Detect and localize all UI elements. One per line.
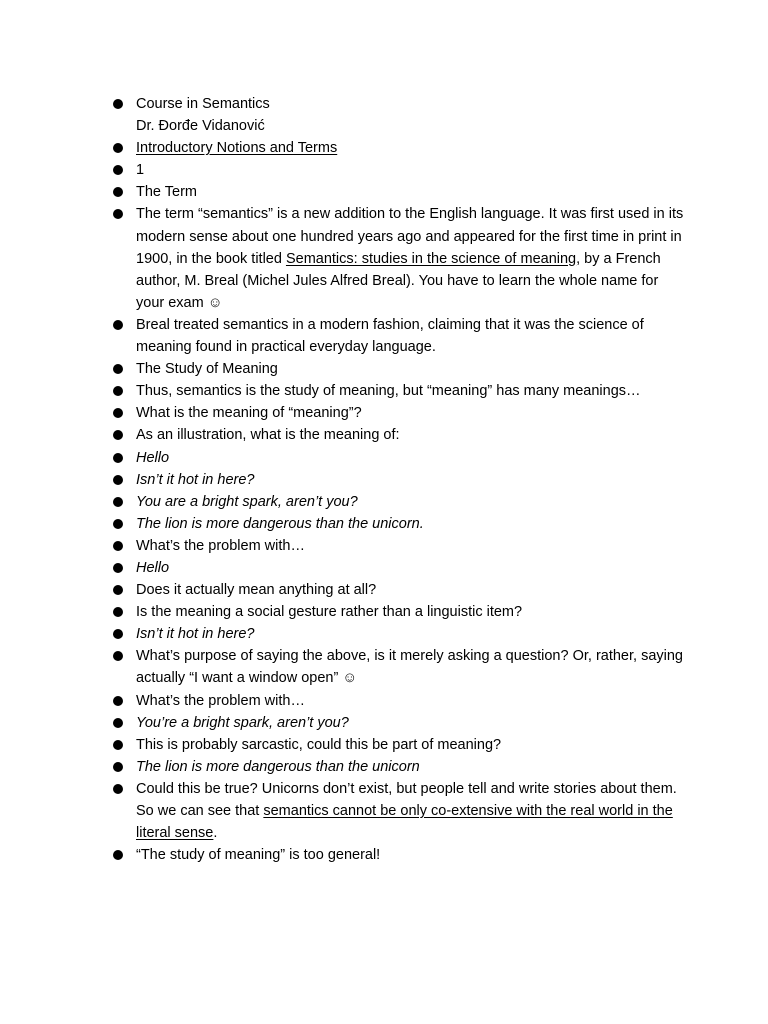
italic-text: Hello bbox=[136, 559, 170, 576]
list-item bbox=[136, 623, 688, 645]
item-text: What’s the problem with… bbox=[136, 692, 305, 709]
bullet-icon bbox=[113, 585, 123, 595]
item-text: As an illustration, what is the meaning of: bbox=[136, 427, 400, 444]
item-text: . bbox=[213, 825, 218, 842]
bullet-icon bbox=[113, 165, 123, 175]
list-item bbox=[136, 513, 688, 535]
item-text: What’s the problem with… bbox=[136, 537, 305, 554]
bullet-icon bbox=[113, 209, 123, 219]
item-text: The term “semantics” is a new addition to the English language. It was first used in its modern sense about one hundred years ago and appeared for the first time in print in 1900, in the book titled bbox=[136, 206, 684, 267]
item-text: What’s purpose of saying the above, is it merely asking a question? Or, rather, saying actually “I want a window open” ☺ bbox=[136, 648, 683, 687]
bullet-icon bbox=[113, 430, 123, 440]
item-text: Dr. Đorđe Vidanović bbox=[136, 118, 265, 135]
bullet-icon bbox=[113, 651, 123, 661]
bullet-icon bbox=[113, 696, 123, 706]
item-text: The Term bbox=[136, 184, 197, 201]
italic-text: Isn’t it hot in here? bbox=[136, 471, 255, 488]
bullet-icon bbox=[113, 99, 123, 109]
item-text: “The study of meaning” is too general! bbox=[136, 847, 381, 864]
bullet-icon bbox=[113, 475, 123, 485]
list-item bbox=[136, 358, 688, 380]
italic-text: The lion is more dangerous than the unicorn bbox=[136, 758, 420, 775]
underlined-text: semantics cannot be only co-extensive with the real world in the literal sense bbox=[136, 803, 673, 842]
bullet-icon bbox=[113, 408, 123, 418]
bullet-icon bbox=[113, 541, 123, 551]
item-text: The Study of Meaning bbox=[136, 361, 278, 378]
bullet-icon bbox=[113, 718, 123, 728]
item-text: Breal treated semantics in a modern fashion, claiming that it was the science of meaning found in practical everyday language. bbox=[136, 316, 644, 356]
list-item bbox=[136, 115, 688, 137]
bullet-icon bbox=[113, 762, 123, 772]
list-item bbox=[136, 181, 688, 203]
item-text: Does it actually mean anything at all? bbox=[136, 582, 377, 599]
italic-text: Isn’t it hot in here? bbox=[136, 626, 255, 643]
bullet-icon bbox=[113, 629, 123, 639]
item-text: Could this be true? Unicorns don’t exist, but people tell and write stories about them. So we can see that bbox=[136, 780, 677, 819]
bullet-icon bbox=[113, 607, 123, 617]
underlined-text: Semantics: studies in the science of meaning bbox=[285, 250, 577, 267]
list-item bbox=[136, 447, 688, 469]
list-item bbox=[136, 778, 688, 844]
item-text: Is the meaning a social gesture rather than a linguistic item? bbox=[136, 604, 523, 621]
list-item bbox=[136, 314, 688, 358]
list-item bbox=[136, 491, 688, 513]
bullet-icon bbox=[113, 364, 123, 374]
italic-text: Hello bbox=[136, 449, 170, 466]
list-item bbox=[136, 424, 688, 446]
list-item bbox=[136, 159, 688, 181]
italic-text: The lion is more dangerous than the unicorn. bbox=[136, 515, 424, 532]
list-item bbox=[136, 380, 688, 402]
list-item bbox=[136, 579, 688, 601]
item-text: 1 bbox=[136, 162, 145, 179]
list-item bbox=[136, 93, 688, 115]
bullet-icon bbox=[113, 497, 123, 507]
list-item bbox=[136, 844, 688, 866]
list-item bbox=[136, 645, 688, 689]
bullet-icon bbox=[113, 320, 123, 330]
item-text: This is probably sarcastic, could this be part of meaning? bbox=[136, 736, 502, 753]
bullet-icon bbox=[113, 850, 123, 860]
bullet-icon bbox=[113, 386, 123, 396]
list-item bbox=[136, 601, 688, 623]
item-text: , by a French author, M. Breal (Michel Jules Alfred Breal). You have to learn the whole name for your exam ☺ bbox=[136, 250, 661, 311]
list-item bbox=[136, 734, 688, 756]
item-text: Course in Semantics bbox=[136, 96, 270, 112]
list-item bbox=[136, 402, 688, 424]
list-item bbox=[136, 137, 688, 159]
list-item bbox=[136, 712, 688, 734]
list-item bbox=[136, 469, 688, 491]
italic-text: You are a bright spark, aren’t you? bbox=[136, 493, 358, 510]
italic-text: You’re a bright spark, aren’t you? bbox=[136, 714, 349, 731]
list-item bbox=[136, 756, 688, 778]
item-text: What is the meaning of “meaning”? bbox=[136, 405, 362, 422]
bullet-icon bbox=[113, 187, 123, 197]
bullet-icon bbox=[113, 143, 123, 153]
bullet-icon bbox=[113, 519, 123, 529]
underlined-text: Introductory Notions and Terms bbox=[136, 140, 338, 157]
bullet-icon bbox=[113, 784, 123, 794]
list-item bbox=[136, 535, 688, 557]
list-item bbox=[136, 203, 688, 313]
bullet-icon bbox=[113, 453, 123, 463]
bullet-list bbox=[136, 93, 688, 866]
bullet-icon bbox=[113, 563, 123, 573]
item-text: Thus, semantics is the study of meaning, but “meaning” has many meanings… bbox=[136, 383, 641, 400]
list-item bbox=[136, 690, 688, 712]
list-item bbox=[136, 557, 688, 579]
bullet-icon bbox=[113, 740, 123, 750]
